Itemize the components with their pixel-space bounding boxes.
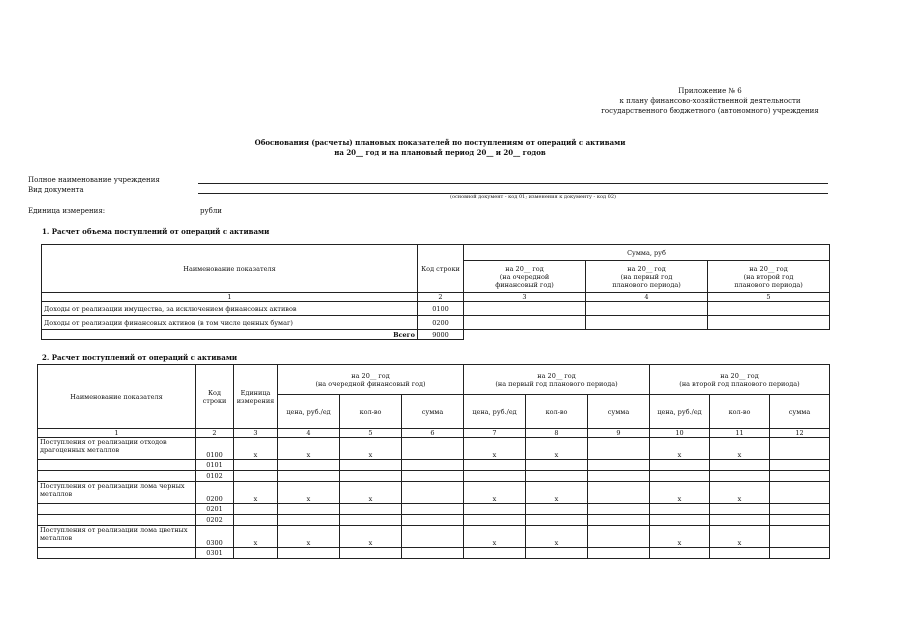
row-name: Доходы от реализации имущества, за исключением финансовых активов [42,302,418,316]
na-mark: x [710,526,770,548]
period-header: на 20__ год (на очередной финансовый год) [278,365,464,395]
na-mark: x [340,438,402,460]
na-mark: x [526,526,588,548]
sub-header-qty: кол-во [710,395,770,429]
sub-header-sum: сумма [770,395,830,429]
value-cell[interactable] [402,515,464,526]
table-row [38,482,830,504]
table-row [38,504,830,515]
table-row [38,548,830,559]
na-mark: x [278,482,340,504]
col-number: 11 [710,429,770,438]
row-code: 0100 [418,302,464,316]
col-number: 1 [42,293,418,302]
value-cell[interactable] [402,526,464,548]
doctype-hint: (основной документ - код 01; изменения к документу - код 02) [450,194,616,200]
na-mark: x [234,482,278,504]
row-name: Доходы от реализации финансовых активов (в том числе ценных бумаг) [42,316,418,330]
value-cell[interactable] [402,438,464,460]
value-cell[interactable] [588,471,650,482]
doctype-label: Вид документа [28,186,84,194]
col-sum-header: Сумма, руб [464,245,830,261]
na-mark: x [650,438,710,460]
section2-table [37,364,830,559]
sub-header-price: цена, руб./ед [464,395,526,429]
col-number: 2 [418,293,464,302]
total-label: Всего [42,330,418,340]
row-name: Поступления от реализации лома цветных металлов [38,526,196,548]
value-cell[interactable] [770,548,830,559]
col-unit-header: Единица измерения [234,365,278,429]
sub-header-sum: сумма [588,395,650,429]
na-mark: x [710,438,770,460]
value-cell[interactable] [708,316,830,330]
value-cell[interactable] [588,482,650,504]
col-code-header: Код строки [418,245,464,293]
year-header: на 20__ год (на второй год планового периода) [708,261,830,293]
na-mark: x [464,438,526,460]
section1-heading: 1. Расчет объема поступлений от операций с активами [42,227,270,236]
appendix-number: Приложение № 6 [678,87,742,95]
value-cell[interactable] [770,482,830,504]
row-code: 0202 [196,515,234,526]
table-row [38,460,830,471]
row-code: 0300 [196,526,234,548]
value-cell[interactable] [588,548,650,559]
na-mark: x [278,526,340,548]
na-mark: x [526,482,588,504]
org-field-line[interactable] [198,183,828,184]
col-number: 7 [464,429,526,438]
na-mark: x [340,526,402,548]
sub-header-qty: кол-во [340,395,402,429]
col-number: 2 [196,429,234,438]
appendix-ref-line: к плану финансово-хозяйственной деятельности [619,97,801,105]
table-row [38,438,830,460]
value-cell[interactable] [402,548,464,559]
na-mark: x [650,526,710,548]
year-header: на 20__ год (на первый год планового периода) [586,261,708,293]
sub-header-sum: сумма [402,395,464,429]
value-cell[interactable] [402,504,464,515]
col-number: 10 [650,429,710,438]
value-cell[interactable] [588,515,650,526]
col-code-header: Код строки [196,365,234,429]
value-cell[interactable] [770,460,830,471]
row-name: Поступления от реализации отходов драгоценных металлов [38,438,196,460]
col-number: 4 [278,429,340,438]
period-header: на 20__ год (на первый год планового периода) [464,365,650,395]
table-row [42,316,830,330]
appendix-ref-line: государственного бюджетного (автономного) учреждения [601,107,819,115]
value-cell[interactable] [588,504,650,515]
na-mark: x [464,482,526,504]
value-cell[interactable] [586,302,708,316]
table-row [42,302,830,316]
period-header: на 20__ год (на второй год планового периода) [650,365,830,395]
title-line: Обоснования (расчеты) плановых показателей по поступлениям от операций с активами [254,138,626,147]
na-mark: x [234,438,278,460]
table-row [38,526,830,548]
na-mark: x [650,482,710,504]
na-mark: x [234,526,278,548]
col-number-row [38,429,830,438]
na-mark: x [340,482,402,504]
col-number: 12 [770,429,830,438]
sub-header-qty: кол-во [526,395,588,429]
value-cell[interactable] [464,316,586,330]
col-number: 6 [402,429,464,438]
title-line: на 20__ год и на плановый период 20__ и 20__ годов [334,148,546,157]
section2-heading: 2. Расчет поступлений от операций с активами [42,353,238,362]
value-cell[interactable] [708,302,830,316]
row-code: 0200 [196,482,234,504]
value-cell[interactable] [402,482,464,504]
na-mark: x [278,438,340,460]
col-number: 1 [38,429,196,438]
unit-value: рубли [200,207,222,215]
row-code: 0200 [418,316,464,330]
col-name-header: Наименование показателя [42,245,418,293]
col-number: 5 [340,429,402,438]
row-code: 0102 [196,471,234,482]
na-mark: x [464,526,526,548]
row-code: 0201 [196,504,234,515]
value-cell[interactable] [464,302,586,316]
value-cell[interactable] [770,515,830,526]
col-number: 3 [234,429,278,438]
section1-table [41,244,830,340]
value-cell[interactable] [402,471,464,482]
total-code: 9000 [418,330,464,340]
col-number: 9 [588,429,650,438]
row-code: 0301 [196,548,234,559]
na-mark: x [526,438,588,460]
value-cell[interactable] [770,504,830,515]
row-code: 0100 [196,438,234,460]
sub-header-price: цена, руб./ед [278,395,340,429]
col-number: 5 [708,293,830,302]
value-cell[interactable] [588,460,650,471]
value-cell[interactable] [586,316,708,330]
value-cell[interactable] [588,526,650,548]
appendix-block [600,86,820,116]
document-title [240,138,640,158]
org-label: Полное наименование учреждения [28,176,160,184]
col-number: 8 [526,429,588,438]
total-row [42,330,830,340]
col-number: 4 [586,293,708,302]
value-cell[interactable] [770,471,830,482]
unit-label: Единица измерения: [28,207,106,215]
table-row [38,471,830,482]
col-name-header: Наименование показателя [38,365,196,429]
value-cell[interactable] [588,438,650,460]
col-number: 3 [464,293,586,302]
row-name: Поступления от реализации лома черных металлов [38,482,196,504]
table-row [38,515,830,526]
value-cell[interactable] [402,460,464,471]
value-cell[interactable] [770,526,830,548]
sub-header-price: цена, руб./ед [650,395,710,429]
year-header: на 20__ год (на очередной финансовый год) [464,261,586,293]
value-cell[interactable] [770,438,830,460]
na-mark: x [710,482,770,504]
row-code: 0101 [196,460,234,471]
